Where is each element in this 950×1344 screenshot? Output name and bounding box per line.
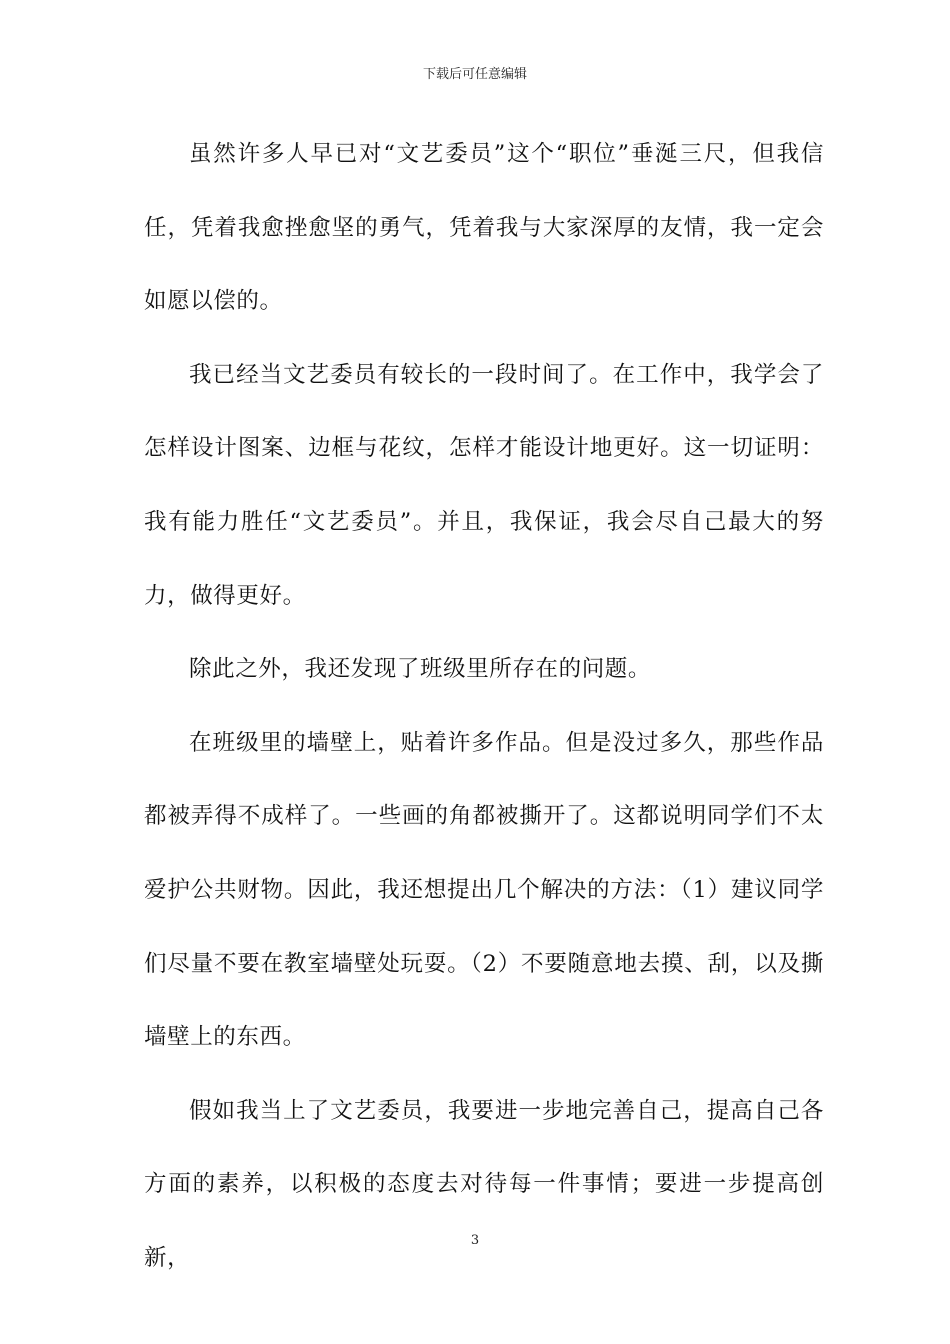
paragraph-4: 在班级里的墙壁上，贴着许多作品。但是没过多久，那些作品都被弄得不成样了。一些画的角都被撕开了。这都说明同学们不太爱护公共财物。因此，我还想提出几个解决的方法：（1）建议同学们尽量不要在教室墙壁处玩耍。（2）不要随意地去摸、刮，以及撕墙壁上的东西。: [144, 729, 824, 1051]
paragraph-2: 我已经当文艺委员有较长的一段时间了。在工作中，我学会了怎样设计图案、边框与花纹，怎样才能设计地更好。这一切证明：我有能力胜任“文艺委员”。并且，我保证，我会尽自己最大的努力，做得更好。: [144, 361, 824, 609]
page-number: 3: [470, 1233, 480, 1248]
document-body: [144, 118, 824, 1296]
paragraph-5: 假如我当上了文艺委员，我要进一步地完善自己，提高自己各方面的素养，以积极的态度去对待每一件事情；要进一步提高创新，: [144, 1097, 824, 1271]
page-header-note: 下载后可任意编辑: [422, 67, 527, 82]
paragraph-3: 除此之外，我还发现了班级里所存在的问题。: [189, 656, 652, 683]
paragraph-1: 虽然许多人早已对“文艺委员”这个“职位”垂涎三尺，但我信任，凭着我愈挫愈坚的勇气，凭着我与大家深厚的友情，我一定会如愿以偿的。: [144, 141, 824, 315]
